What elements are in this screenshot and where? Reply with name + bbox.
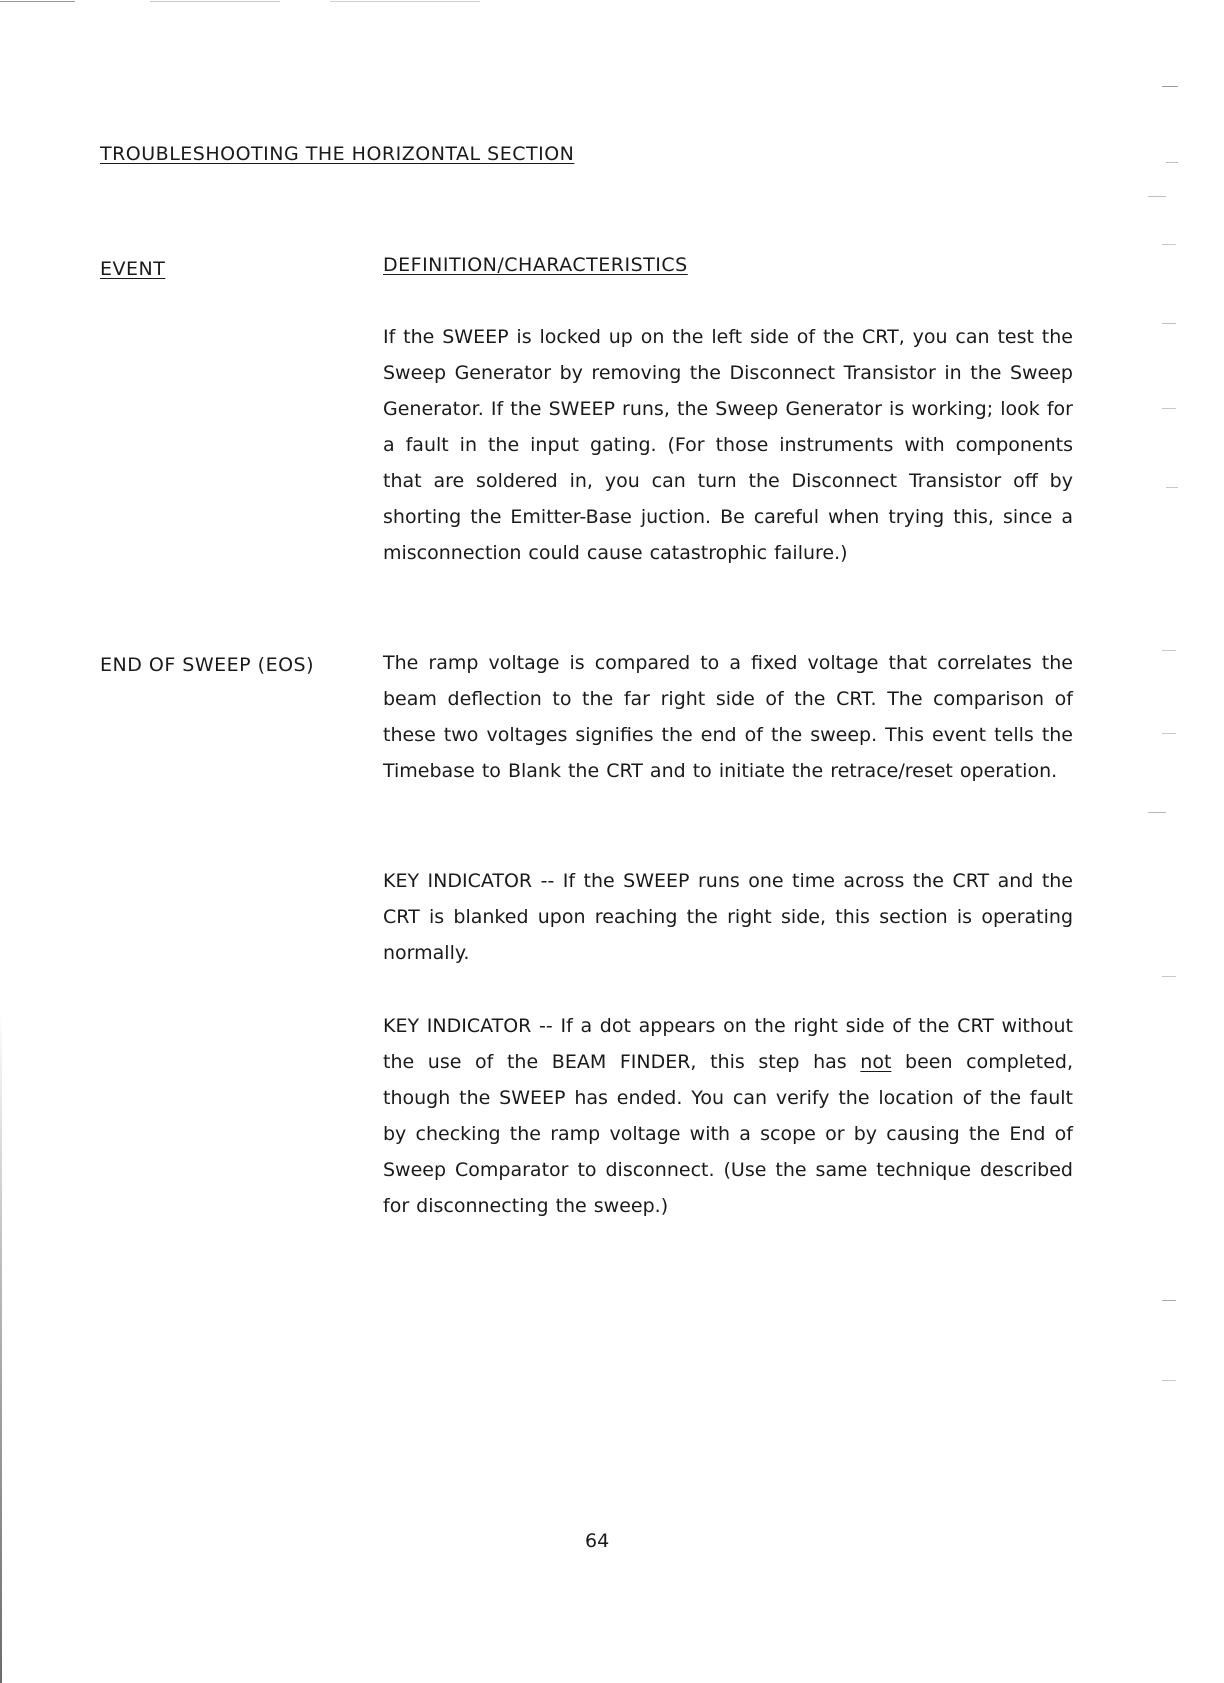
scan-right-mark <box>1162 86 1178 87</box>
scan-right-mark <box>1166 162 1178 163</box>
scan-right-mark <box>1166 487 1178 488</box>
underlined-not: not <box>860 1051 892 1073</box>
event-eos-label: END OF SWEEP (EOS) <box>100 654 315 676</box>
paragraph-text: been completed, though the SWEEP has ended. You can verify the location of the fault by checking the ramp voltage with a scope or by causing the End of Sweep Comparator to disconnect. (Use the same technique described for disconnecting the sweep.) <box>383 1051 1073 1217</box>
section-title: TROUBLESHOOTING THE HORIZONTAL SECTION <box>100 143 575 165</box>
scan-top-mark <box>0 1 75 2</box>
scan-right-mark <box>1162 976 1176 977</box>
key-indicator-paragraph-2 <box>383 1008 1073 1224</box>
scan-top-mark <box>150 1 280 2</box>
scan-right-mark <box>1162 650 1176 651</box>
key-indicator-paragraph-1: KEY INDICATOR -- If the SWEEP runs one time across the CRT and the CRT is blanked upon reaching the right side, this section is operating normally. <box>383 870 1073 964</box>
scan-right-mark <box>1162 1380 1176 1381</box>
eos-definition-paragraph: The ramp voltage is compared to a fixed voltage that correlates the beam deflection to the far right side of the CRT. The comparison of these two voltages signifies the end of the sweep. This event tells the Timebase to Blank the CRT and to initiate the retrace/reset operation. <box>383 652 1073 782</box>
scan-right-mark <box>1162 733 1176 734</box>
scan-top-mark <box>330 1 480 2</box>
page-number: 64 <box>585 1530 610 1552</box>
scan-left-edge <box>0 0 2 1683</box>
definition-column-header: DEFINITION/CHARACTERISTICS <box>383 254 688 276</box>
scan-right-mark <box>1162 1300 1176 1301</box>
sweep-lockup-paragraph: If the SWEEP is locked up on the left side of the CRT, you can test the Sweep Generator by removing the Disconnect Transistor in the Sweep Generator. If the SWEEP runs, the Sweep Generator is working; look for a fault in the input gating. (For those instruments with components that are soldered in, you can turn the Disconnect Transistor off by shorting the Emitter-Base juction. Be careful when trying this, since a misconnection could cause catastrophic failure.) <box>383 326 1073 564</box>
paragraph-text: KEY INDICATOR -- If a dot appears on the right side of the CRT without the use of the BEAM FINDER, this step has <box>383 1015 1073 1073</box>
scan-right-mark <box>1148 812 1166 813</box>
scan-right-mark <box>1162 323 1176 324</box>
scan-right-mark <box>1162 244 1176 245</box>
scan-right-mark <box>1162 408 1176 409</box>
scan-right-mark <box>1148 196 1166 197</box>
event-column-header: EVENT <box>100 258 166 280</box>
